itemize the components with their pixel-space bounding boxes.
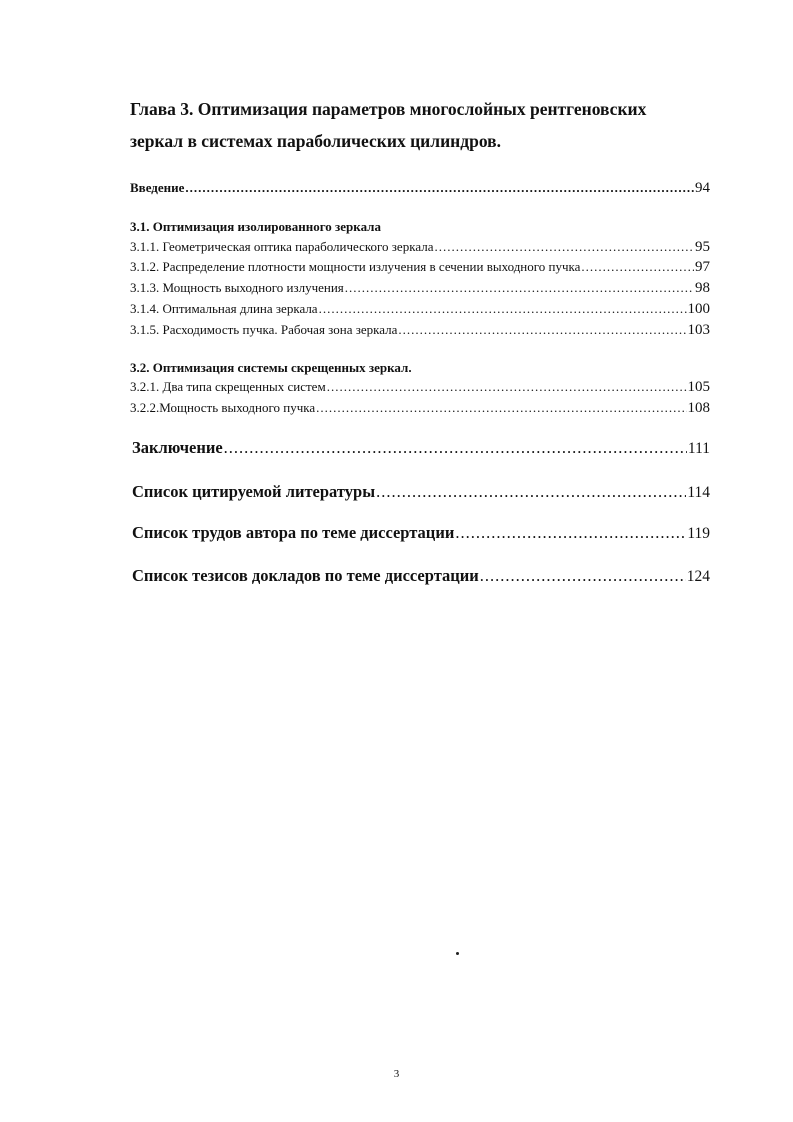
toc-entry-page: 114 [687,484,710,501]
dot-leader [345,280,694,296]
toc-entry-3-1-4[interactable] [130,301,710,318]
toc-entry-label: Список трудов автора по теме диссертации [132,523,455,542]
toc-entry-label: 3.2.1. Два типа скрещенных систем [130,379,326,394]
dot-leader [455,523,686,543]
toc-entry-label: Список тезисов докладов по теме диссертации [132,566,479,585]
toc-entry-3-1-2[interactable] [130,259,710,276]
toc-entry-page: 95 [695,239,710,255]
toc-entry-page: 100 [687,301,710,317]
dot-leader [319,301,687,317]
dot-leader [581,259,694,275]
toc-entry-page: 119 [687,525,710,542]
chapter-title-line-2: зеркал в системах параболических цилиндров. [130,131,501,151]
toc-entry-page: 98 [695,280,710,296]
scan-speck [456,952,459,955]
chapter-title-line-1: Глава 3. Оптимизация параметров многослойных рентгеновских [130,99,647,119]
toc-entry-page: 97 [695,259,710,275]
toc-entry-3-2-2[interactable] [130,400,710,417]
toc-entry-page: 108 [687,400,710,416]
toc-entry-page: 103 [687,322,710,338]
toc-entry-label: 3.1.5. Расходимость пучка. Рабочая зона зеркала [130,322,398,337]
toc-entry-page: 111 [687,440,710,457]
toc-entry-3-1-5[interactable] [130,322,710,339]
dot-leader [434,239,694,255]
dot-leader [376,482,686,502]
toc-entry-label: Введение [130,180,185,195]
toc-entry-label: 3.2.2.Мощность выходного пучка [130,400,316,415]
dot-leader [224,438,687,458]
toc-entry-author-works[interactable] [132,523,710,543]
toc-entry-3-2-1[interactable] [130,379,710,396]
dot-leader [480,566,686,586]
toc-entry-label: Заключение [132,438,223,457]
toc-entry-page: 105 [687,379,710,395]
dot-leader [316,400,686,416]
page-number: 3 [393,1068,400,1080]
toc-entry-conference-theses[interactable] [132,566,710,586]
toc-entry-3-1-1[interactable] [130,239,710,256]
dot-leader [398,322,686,338]
toc-entry-page: 94 [695,180,710,196]
section-heading-3-1: 3.1. Оптимизация изолированного зеркала [130,219,381,234]
toc-entry-label: 3.1.3. Мощность выходного излучения [130,280,344,295]
toc-entry-conclusion[interactable] [132,438,710,458]
toc-entry-label: 3.1.4. Оптимальная длина зеркала [130,301,318,316]
toc-entry-label: 3.1.1. Геометрическая оптика параболического зеркала [130,239,434,254]
toc-entry-label: 3.1.2. Распределение плотности мощности излучения в сечении выходного пучка [130,259,581,274]
toc-entry-page: 124 [686,568,710,585]
chapter-title [130,93,730,157]
toc-entry-intro[interactable] [130,180,710,197]
toc-entry-label: Список цитируемой литературы [132,482,376,501]
dot-leader [327,379,687,395]
toc-entry-references[interactable] [132,482,710,502]
dot-leader [185,180,694,196]
section-heading-3-2: 3.2. Оптимизация системы скрещенных зеркал. [130,360,412,375]
toc-entry-3-1-3[interactable] [130,280,710,297]
